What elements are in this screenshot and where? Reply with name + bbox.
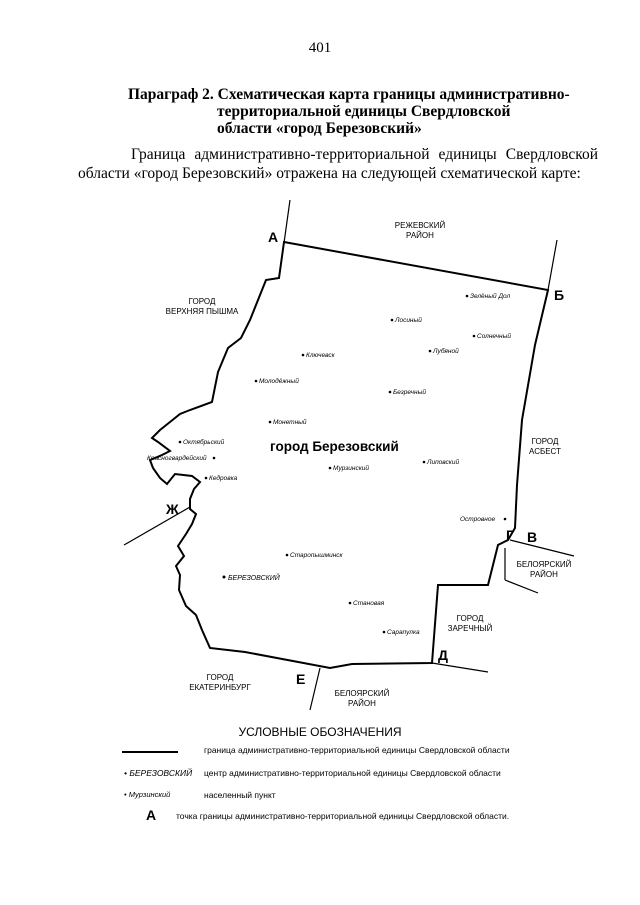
city-label: город Березовский [270,439,399,454]
settlement-bezrechny [389,388,427,396]
settlement-krasnogvardeysky [147,454,215,462]
divider-line-e [310,668,320,710]
svg-text:Становая: Становая [353,600,385,607]
settlement-kedrovka [205,474,238,482]
svg-text:Красногвардейский: Красногвардейский [147,455,207,462]
svg-text:Октябрьский: Октябрьский [183,439,225,446]
heading-line-3: области «город Березовский» [217,120,422,137]
svg-text:Старопышминск: Старопышминск [290,552,343,559]
neighbor-rezh: РЕЖЕВСКИЙ РАЙОН [394,221,446,240]
neighbor-beloyar-east: БЕЛОЯРСКИЙ РАЙОН [516,560,572,579]
settlement-solnechny [473,332,512,340]
svg-text:Молодёжный: Молодёжный [259,378,299,385]
divider-line-a [284,200,290,243]
svg-text:Липовский: Липовский [427,459,460,466]
svg-text:Лубяной: Лубяной [433,348,459,355]
settlement-klyuchevsk [302,352,336,359]
svg-text:Лосиный: Лосиный [395,317,422,324]
point-b: Б [554,287,565,303]
svg-text:Сарапулка: Сарапулка [387,629,420,636]
legend-border-sample [122,751,178,753]
settlement-lipovsky [423,458,460,466]
legend-border-text: граница административно-территориальной единицы Свердловской области [204,745,510,755]
svg-text:Ключевск: Ключевск [306,352,335,359]
legend-settlement-text: населенный пункт [204,790,276,800]
settlement-ostrovnoe [460,516,506,523]
settlement-zeleny-dol [466,292,511,300]
settlement-lubyanoy [429,347,459,355]
section-heading [128,86,598,137]
heading-line-2: территориальной единицы Свердловской [217,103,511,120]
divider-line-d [432,663,488,672]
settlement-murzinsky [329,464,370,472]
svg-text:Мурзинский: Мурзинский [333,465,370,472]
point-e: Е [296,671,306,687]
svg-text:Зелёный Дол: Зелёный Дол [470,293,511,300]
settlement-monetny [269,418,307,426]
neighbor-asbest: ГОРОД АСБЕСТ [529,437,561,456]
neighbor-ekb: ГОРОД ЕКАТЕРИНБУРГ [189,673,251,692]
divider-line-zh [124,507,190,545]
page-number: 401 [308,40,332,56]
svg-text:Солнечный: Солнечный [477,333,511,340]
divider-line-v [510,540,574,556]
settlement-losiny [391,316,423,324]
heading-line-1: Параграф 2. Схематическая карта границы административно- [128,86,570,103]
settlement-sarapulka [383,629,420,636]
legend-center-sample: • БЕРЕЗОВСКИЙ [124,768,193,778]
settlement-stanovaya [349,600,385,607]
point-d: Д [438,647,448,663]
svg-text:Монетный: Монетный [273,419,307,426]
svg-text:Кедровка: Кедровка [209,475,238,482]
point-zh: Ж [166,501,179,517]
settlement-molodezhny [255,377,300,385]
point-a: А [268,229,279,245]
intro-paragraph: Граница административно-территориальной единицы Свердловской области «город Березовский» отражена на следующей схематической карте: [78,146,598,182]
neighbor-beloyar-south: БЕЛОЯРСКИЙ РАЙОН [334,689,390,708]
point-v: В [527,529,538,545]
legend-center-sample-label: БЕРЕЗОВСКИЙ [129,768,193,778]
legend-title: УСЛОВНЫЕ ОБОЗНАЧЕНИЯ [238,725,402,739]
neighbor-zarechny: ГОРОД ЗАРЕЧНЫЙ [447,614,493,633]
legend-settlement-sample: • Мурзинский [124,790,171,799]
divider-line-g2 [505,580,538,593]
divider-line-b [548,240,557,290]
point-g: Г [506,527,514,543]
settlement-oktyabrsky [179,438,225,446]
center-berezovsky [223,573,281,582]
legend-settlement-sample-label: Мурзинский [128,790,171,799]
svg-text:БЕРЕЗОВСКИЙ: БЕРЕЗОВСКИЙ [228,575,280,582]
legend-center-text: центр административно-территориальной единицы Свердловской области [204,768,501,778]
svg-text:Островное: Островное [460,516,496,523]
settlement-staropyshminsk [286,552,344,559]
legend-point-text: точка границы административно-территориальной единицы Свердловской области. [176,811,510,821]
neighbor-vpyshma: ГОРОД ВЕРХНЯЯ ПЫШМА [165,297,239,316]
legend-point-sample: А [146,807,157,823]
svg-text:Безречный: Безречный [393,389,426,396]
schematic-map [0,195,640,720]
